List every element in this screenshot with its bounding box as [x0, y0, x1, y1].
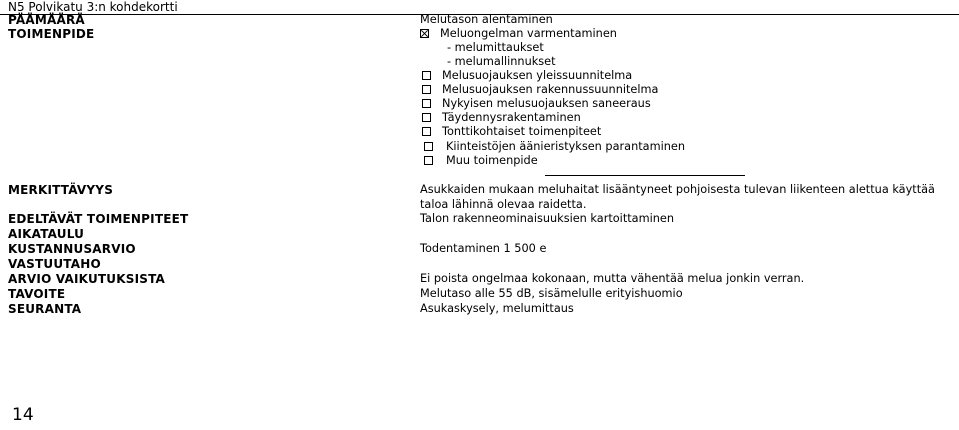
option-item [422, 83, 658, 97]
label-paamaara: PÄÄMÄÄRÄ [8, 13, 85, 27]
checkbox-icon [422, 71, 431, 80]
checkbox-icon [422, 113, 431, 122]
option-item [420, 27, 617, 41]
option-label: Melusuojauksen yleissuunnitelma [442, 69, 633, 82]
option-item [422, 97, 651, 111]
option-label: Meluongelman varmentaminen [440, 27, 617, 40]
value-arvio: Ei poista ongelmaa kokonaan, mutta vähentää melua jonkin verran. [420, 272, 805, 285]
checkbox-icon [422, 127, 431, 136]
option-label: Nykyisen melusuojauksen saneeraus [442, 97, 651, 110]
value-seuranta: Asukaskysely, melumittaus [420, 302, 574, 315]
value-paamaara: Melutason alentaminen [420, 13, 553, 26]
option-item [424, 140, 685, 154]
option-label: Täydennysrakentaminen [442, 111, 581, 124]
option-item [422, 69, 632, 83]
checkbox-icon [422, 99, 431, 108]
label-tavoite: TAVOITE [8, 287, 66, 301]
sub-item: - melumittaukset [447, 41, 544, 54]
label-seuranta: SEURANTA [8, 302, 82, 316]
fill-in-line [545, 175, 745, 176]
value-merkittavyys-line2: taloa lähinnä olevaa raidetta. [420, 198, 587, 211]
option-label: Melusuojauksen rakennussuunnitelma [442, 83, 659, 96]
option-item [422, 111, 581, 125]
option-item [424, 154, 538, 168]
value-merkittavyys-line1: Asukkaiden mukaan meluhaitat lisääntyneet pohjoisesta tulevan liikenteen alettua käyttää [420, 183, 935, 196]
value-kustannusarvio: Todentaminen 1 500 e [420, 242, 547, 255]
checkbox-icon [424, 142, 433, 151]
label-edeltavat: EDELTÄVÄT TOIMENPITEET [8, 212, 189, 226]
document-title: N5 Polvikatu 3:n kohdekortti [8, 0, 178, 14]
label-aikataulu: AIKATAULU [8, 227, 85, 241]
value-edeltavat: Talon rakenneominaisuuksien kartoittaminen [420, 212, 675, 225]
sub-item: - melumallinnukset [447, 55, 556, 68]
label-toimenpide: TOIMENPIDE [8, 27, 95, 41]
label-arvio: ARVIO VAIKUTUKSISTA [8, 272, 166, 286]
option-item [422, 125, 601, 139]
value-tavoite: Melutaso alle 55 dB, sisämelulle erityishuomio [420, 287, 683, 300]
label-merkittavyys: MERKITTÄVYYS [8, 183, 114, 197]
label-vastuutaho: VASTUUTAHO [8, 257, 101, 271]
checkbox-icon [424, 156, 433, 165]
checkbox-icon [422, 85, 431, 94]
option-label: Tonttikohtaiset toimenpiteet [442, 125, 602, 138]
option-label: Kiinteistöjen äänieristyksen parantaminen [446, 140, 686, 153]
checked-box-icon [420, 29, 429, 38]
label-kustannusarvio: KUSTANNUSARVIO [8, 242, 136, 256]
option-label: Muu toimenpide [446, 154, 538, 167]
page-number: 14 [12, 405, 34, 425]
